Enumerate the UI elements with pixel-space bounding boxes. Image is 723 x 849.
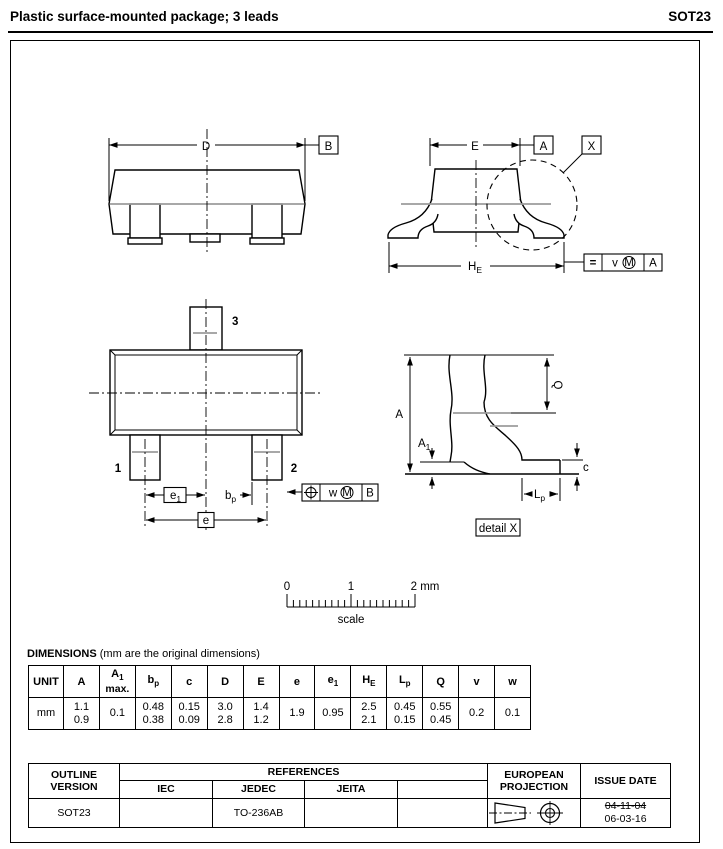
page-title: Plastic surface-mounted package; 3 leads <box>10 9 279 24</box>
datum-b-label: B <box>324 141 333 153</box>
val-q: 0.55 0.45 <box>423 698 459 730</box>
val-lp: 0.45 0.15 <box>387 698 423 730</box>
dim-a-label: A <box>395 409 403 421</box>
col-c: c <box>171 666 207 698</box>
val-a1: 0.1 <box>99 698 135 730</box>
dim-a1-label: $A_1$ <box>418 438 431 452</box>
scale-tick1-label: 1 <box>347 581 355 593</box>
val-e: 1.9 <box>279 698 315 730</box>
col-lp: $L_p$ <box>387 666 423 698</box>
projection-symbol-cell <box>488 799 581 828</box>
col-a: A <box>64 666 100 698</box>
svg-text:M: M <box>342 487 352 499</box>
outline-version-value: SOT23 <box>29 799 120 828</box>
col-q: Q <box>423 666 459 698</box>
val-bp: 0.48 0.38 <box>135 698 171 730</box>
dim-he-label: $H_E$ <box>468 261 482 275</box>
tolerance-v-label: v <box>612 257 618 270</box>
dim-lp-label: $L_p$ <box>534 489 546 503</box>
blank-value <box>398 799 488 828</box>
issue-date-new: 06-03-16 <box>604 813 647 825</box>
dimensions-value-row <box>29 698 531 730</box>
tolerance-frame-v <box>564 254 662 271</box>
val-e1: 0.95 <box>315 698 351 730</box>
col-e1: $e_1$ <box>315 666 351 698</box>
detail-view <box>395 355 589 536</box>
issue-date-header: ISSUE DATE <box>581 764 671 799</box>
issue-date-old: 04-11-04 <box>604 800 647 812</box>
val-d: 3.0 2.8 <box>207 698 243 730</box>
val-unit: mm <box>29 698 64 730</box>
col-d: D <box>207 666 243 698</box>
pin2-label: 2 <box>290 463 298 475</box>
scale-tick2-label: 2 mm <box>410 581 440 593</box>
issue-date-value <box>581 799 671 828</box>
dim-d-label: D <box>201 141 211 153</box>
iec-header: IEC <box>120 781 213 799</box>
european-projection-header: EUROPEAN PROJECTION <box>488 764 581 799</box>
front-view <box>109 129 338 254</box>
dim-bp-label: $b_p$ <box>225 490 237 504</box>
scale-ticks <box>287 594 415 607</box>
end-view <box>388 136 662 275</box>
dim-e-pitch-label: e <box>202 515 210 527</box>
val-v: 0.2 <box>459 698 495 730</box>
pin1-label: 1 <box>114 463 122 475</box>
tolerance-datum-b-label: B <box>366 487 374 500</box>
val-a: 1.1 0.9 <box>64 698 100 730</box>
col-bp: $b_p$ <box>135 666 171 698</box>
col-e-cap: E <box>243 666 279 698</box>
dim-e1-label: $e_1$ <box>170 490 182 504</box>
detail-x-label: X <box>587 141 596 153</box>
col-e: e <box>279 666 315 698</box>
dimensions-title: DIMENSIONS (mm are the original dimensions) <box>27 648 260 660</box>
first-angle-projection-icon <box>488 800 572 826</box>
outline-version-header: OUTLINE VERSION <box>29 764 120 799</box>
dim-c-label: c <box>583 462 589 474</box>
col-a1: $A_1$ max. <box>99 666 135 698</box>
dimensions-header-row <box>29 666 531 698</box>
package-code: SOT23 <box>668 9 711 24</box>
svg-text:M: M <box>624 257 634 269</box>
tolerance-frame-w <box>287 484 378 501</box>
detail-x-circle <box>487 160 577 250</box>
jedec-header: JEDEC <box>213 781 305 799</box>
package-outline-drawing <box>12 42 698 646</box>
val-w: 0.1 <box>495 698 531 730</box>
pin3-label: 3 <box>232 316 239 328</box>
col-he: $H_E$ <box>351 666 387 698</box>
col-unit: UNIT <box>29 666 64 698</box>
symmetry-tolerance-icon: = <box>589 257 597 270</box>
val-c: 0.15 0.09 <box>171 698 207 730</box>
tolerance-w-label: w <box>328 487 338 500</box>
top-view <box>89 299 378 531</box>
detail-caption: detail X <box>478 523 518 535</box>
references-header: REFERENCES <box>120 764 488 781</box>
jeita-header: JEITA <box>305 781 398 799</box>
tolerance-datum-a-label: A <box>649 257 657 270</box>
dimensions-table <box>28 665 531 730</box>
blank-header <box>398 781 488 799</box>
jeita-value <box>305 799 398 828</box>
header-rule <box>8 31 713 33</box>
col-w: w <box>495 666 531 698</box>
scale-caption: scale <box>337 614 365 626</box>
col-v: v <box>459 666 495 698</box>
dim-e-label: E <box>471 141 479 153</box>
reference-table <box>28 763 671 828</box>
scale-bar <box>284 581 440 626</box>
jedec-value: TO-236AB <box>213 799 305 828</box>
scale-tick0-label: 0 <box>283 581 291 593</box>
datum-a-label: A <box>539 141 548 153</box>
val-he: 2.5 2.1 <box>351 698 387 730</box>
iec-value <box>120 799 213 828</box>
dim-q-label: Q <box>551 380 563 390</box>
val-e-cap: 1.4 1.2 <box>243 698 279 730</box>
